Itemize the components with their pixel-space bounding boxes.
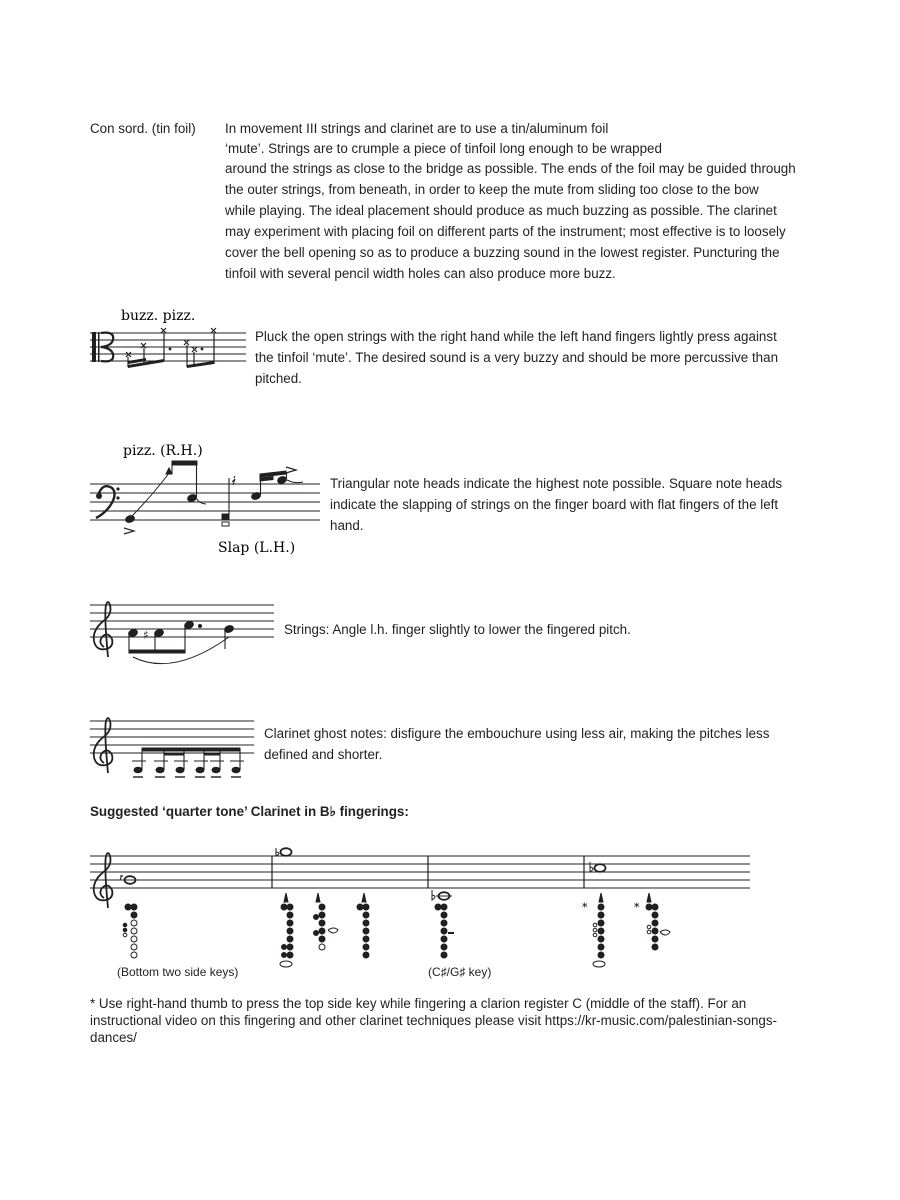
footnote	[90, 995, 810, 1046]
ghost-note-group	[132, 748, 244, 777]
pizz-rh-label: pizz. (R.H.)	[123, 443, 203, 459]
text-line: dances/	[90, 1030, 137, 1045]
pizz-rh-description	[330, 473, 830, 536]
buzz-pizz-label: buzz. pizz.	[121, 308, 196, 324]
buzz-pizz-description	[255, 326, 815, 389]
pizz-rh-notation	[88, 438, 323, 560]
whole-note	[595, 864, 606, 872]
square-notehead	[222, 514, 229, 520]
angle-lh-notation	[88, 597, 278, 672]
text-line: the outer strings, from beneath, in order to keep the mute from sliding too close to the bow	[225, 182, 759, 197]
note-head	[277, 475, 288, 484]
slap-lh-label: Slap (L.H.)	[218, 540, 296, 556]
fingering-diagram	[435, 904, 454, 958]
text-line: In movement III strings and clarinet are to use a tin/aluminum foil	[225, 121, 609, 136]
text-line: instructional video on this fingering and other clarinet techniques please visit https://kr-music.com/palestinian-songs-	[90, 1013, 777, 1028]
text-line: ‘mute’. Strings are to crumple a piece of tinfoil long enough to be wrapped	[225, 141, 662, 156]
note-head	[125, 514, 136, 523]
ghost-description	[264, 723, 824, 765]
accent-mark	[286, 467, 296, 473]
text-line: the tinfoil ‘mute’. The desired sound is a very buzzy and should be more percussive than	[255, 350, 779, 365]
quarter-flat-icon	[432, 890, 435, 900]
caption-bottom-side-keys: (Bottom two side keys)	[117, 965, 239, 979]
text-line: may experiment with placing foil on different parts of the instrument; most effective is to loosely	[225, 224, 786, 239]
text-line: around the strings as close to the bridge as possible. The ends of the foil may be guided through	[225, 161, 796, 176]
fingering-diagram	[593, 893, 605, 967]
quarter-flat-icon	[120, 875, 123, 880]
asterisk-mark: *	[634, 901, 640, 914]
quarter-flat-icon	[276, 848, 279, 856]
text-line: indicate the slapping of strings on the finger board with flat fingers of the left	[330, 497, 779, 512]
text-line: Clarinet ghost notes: disfigure the embouchure using less air, making the pitches less	[264, 726, 770, 741]
angle-description: Strings: Angle l.h. finger slightly to lower the fingered pitch.	[284, 622, 631, 637]
note-head	[187, 493, 198, 502]
fingering-diagram	[314, 893, 339, 950]
triangle-notehead	[166, 468, 172, 474]
text-line: tinfoil with several pencil width holes can also produce more buzz.	[225, 266, 616, 281]
text-line: Triangular note heads indicate the highest note possible. Square note heads	[330, 476, 783, 491]
fingering-diagram	[357, 893, 369, 958]
ghost-notes-notation	[88, 713, 258, 785]
text-line: Pluck the open strings with the right hand while the left hand fingers lightly press against	[255, 329, 777, 344]
text-line: hand.	[330, 518, 364, 533]
text-line: pitched.	[255, 371, 302, 386]
fingering-diagram	[646, 893, 670, 950]
con-sord-description	[225, 118, 825, 284]
text-line: while playing. The ideal placement should produce as much buzzing as possible. The clarinet	[225, 203, 777, 218]
sharp-icon: ♯	[143, 628, 149, 642]
accent-mark	[124, 528, 134, 534]
text-line: cover the bell opening so as to produce a buzzing sound in the lowest register. Puncturing the	[225, 245, 780, 260]
caption-csharp-key: (C♯/G♯ key)	[428, 965, 492, 979]
term-con-sord: Con sord. (tin foil)	[90, 121, 196, 136]
whole-note	[281, 848, 292, 856]
buzz-pizz-notation	[88, 305, 248, 375]
quarter-tone-heading: Suggested ‘quarter tone’ Clarinet in B♭ fingerings:	[90, 804, 409, 819]
text-line: defined and shorter.	[264, 747, 383, 762]
text-line: * Use right-hand thumb to press the top side key while fingering a clarion register C (middle of the staff). For an	[90, 996, 747, 1011]
fingering-diagram	[280, 893, 293, 967]
fingering-diagram	[123, 904, 137, 958]
asterisk-mark: *	[582, 901, 588, 914]
